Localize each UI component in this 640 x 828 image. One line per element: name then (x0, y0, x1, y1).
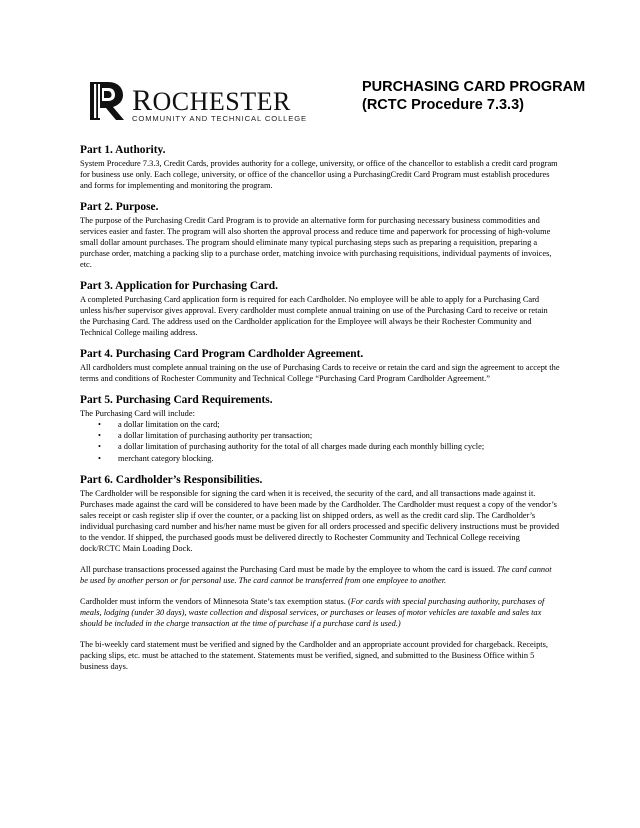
requirements-list (80, 419, 560, 464)
section-part5 (80, 394, 560, 464)
section-body: A completed Purchasing Card application form is required for each Cardholder. No employee will be able to apply for a Purchasing Card unless his/her supervisor gives approval. Every cardholder must complete annual training on use of the Purchasing Card to receive or retain the Purchasing Card. The address used on the Cardholder application for the Employee will always be their Rochester Community and Technical College mailing address. (80, 295, 548, 337)
section-paragraph-4: The bi-weekly card statement must be verified and signed by the Cardholder and an appropriate account provided for chargeback. Receipts, packing slips, etc. must be attached to the statement. Statements must be verified, signed, and submitted to the Business Office within 5 business days. (80, 639, 548, 671)
bullet-icon: • (98, 442, 101, 452)
section-heading: Part 5. Purchasing Card Requirements. (80, 394, 273, 406)
section-heading: Part 1. Authority. (80, 144, 166, 156)
section-paragraph-3: Cardholder must inform the vendors of Minnesota State’s tax exemption status. (For cards with special purchasing authority, purchases of meals, lodging (under 30 days), waste collection and disposal services, or purchases or leases of motor vehicles are taxable and sales tax should be included in the charge transaction at the time of purchase if a purchase card is used.) (80, 596, 545, 628)
bullet-icon: • (98, 431, 101, 441)
document-title-line2: (RCTC Procedure 7.3.3) (362, 97, 524, 113)
section-heading: Part 6. Cardholder’s Responsibilities. (80, 473, 263, 486)
list-item: • a dollar limitation of purchasing authority per transaction; (98, 431, 313, 441)
section-body: All cardholders must complete annual training on the use of Purchasing Cards to receive or retain the card and sign the agreement to accept the terms and conditions of Rochester Community and Technical College “Purchasing Card Program Cardholder Agreement.” (80, 363, 560, 383)
section-heading: Part 3. Application for Purchasing Card. (80, 280, 278, 292)
section-paragraph-1: The Cardholder will be responsible for signing the card when it is received, the security of the card, and all transactions made against it. Purchases made against the card will be considered to have been made by the Cardholder. The Cardholder must request a copy of the vendor’s sales receipt or cash register slip if over the counter, or a packing list on shipped orders, as well as the credit card slip. The Cardholder’s individual purchasing card number and his/her name must be given for all orders processed and specific delivery instructions must be provided to the vendor. If shipped, the purchased goods must be delivered directly to Rochester Community and Technical College receiving dock/RCTC Main Loading Dock. (80, 488, 560, 553)
section-heading: Part 4. Purchasing Card Program Cardholder Agreement. (80, 348, 364, 360)
section-body: System Procedure 7.3.3, Credit Cards, provides authority for a college, university, or office of the chancellor to establish a credit card program for business use only. Each college, university, or office of the chancellor using a PurchasingCredit Card Program must establish procedures and forms for implementing and monitoring the program. (80, 159, 558, 190)
section-part3 (80, 280, 560, 338)
list-item: • a dollar limitation of purchasing authority for the total of all charges made during each monthly billing cycle; (98, 442, 485, 452)
section-intro: The Purchasing Card will include: (80, 409, 195, 418)
section-heading: Part 2. Purpose. (80, 201, 159, 213)
bullet-icon: • (98, 420, 101, 429)
document-title-line1: PURCHASING CARD PROGRAM (362, 79, 586, 95)
section-paragraph-2: All purchase transactions processed against the Purchasing Card must be made by the employee to whom the card is issued. The card cannot be used by another person or for personal use. The card cannot be transferred from one employee to another. (80, 564, 552, 585)
document-body (80, 144, 560, 672)
section-part4 (80, 348, 560, 384)
bullet-icon: • (98, 453, 101, 463)
rochester-r-mark-icon (88, 80, 126, 122)
section-part6 (80, 474, 560, 672)
document-title (362, 78, 585, 114)
rochester-logo (88, 80, 308, 124)
section-body: The purpose of the Purchasing Credit Card Program is to provide an alternative form for purchasing necessary business commodities and services easier and faster. The program will also shorten the approval process and reduce time and paperwork for processing of high-volume small dollar amount purchases. The program should eliminate many typical purchasing steps such as preparing a requisition, preparing a purchase order, matching a packing slip to a purchase order, matching invoice with purchasing requisitions, individual payments of invoices, etc. (80, 216, 552, 269)
logo-wordmark: ROCHESTER (132, 84, 291, 117)
list-item: • a dollar limitation on the card; (98, 420, 220, 429)
section-part1 (80, 144, 560, 191)
section-part2 (80, 201, 560, 270)
logo-subtitle: COMMUNITY AND TECHNICAL COLLEGE (132, 114, 308, 123)
list-item: • merchant category blocking. (98, 453, 214, 463)
